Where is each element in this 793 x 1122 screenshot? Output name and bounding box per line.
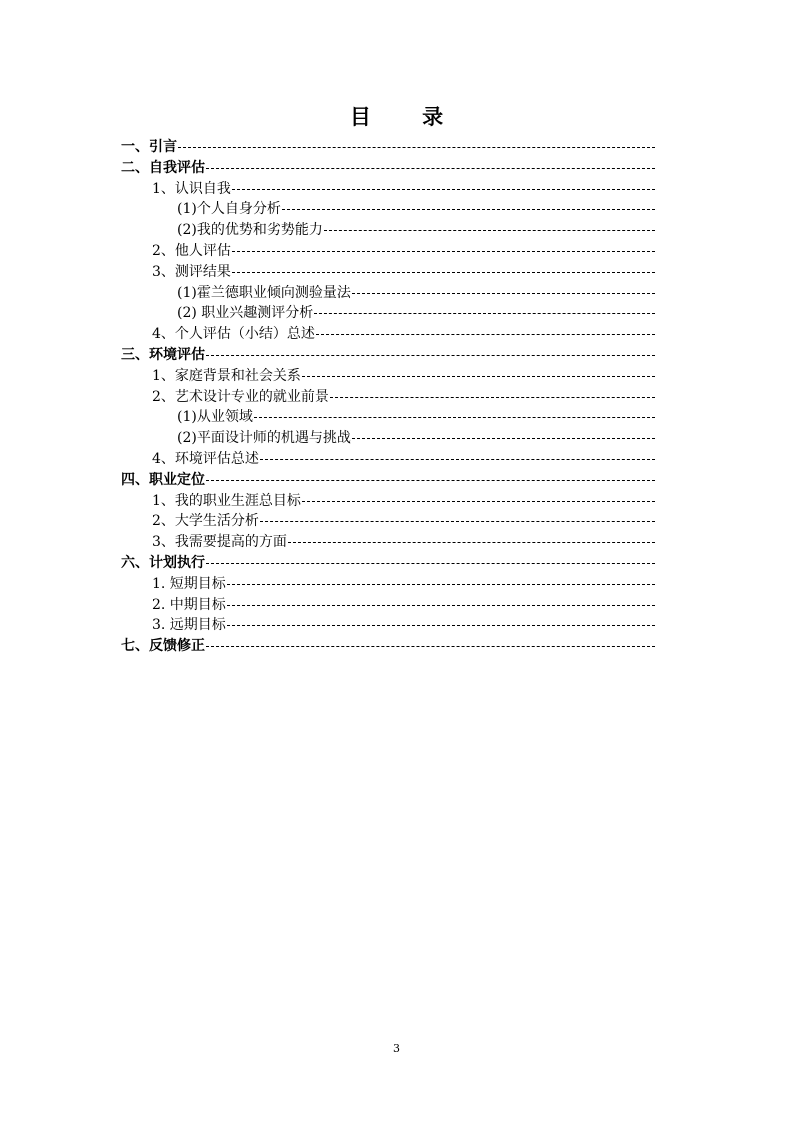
toc-entry — [152, 615, 655, 635]
toc-leader-line — [227, 625, 655, 626]
toc-entry-label: (2)我的优势和劣势能力 — [177, 222, 323, 239]
toc-leader-line — [232, 272, 655, 273]
toc-entry — [177, 303, 655, 323]
toc-entry-label: 2、他人评估 — [152, 243, 231, 259]
toc-entry — [177, 407, 655, 427]
toc-entry-label: 4、个人评估（小结）总述 — [152, 326, 315, 343]
toc-leader-line — [206, 563, 655, 564]
toc-entry — [152, 574, 655, 594]
toc-entry-label: (1)个人自身分析 — [177, 201, 281, 218]
toc-entry — [152, 595, 655, 615]
toc-entry-label: 3、我需要提高的方面 — [152, 534, 287, 551]
toc-leader-line — [324, 230, 655, 231]
toc-entry — [152, 511, 655, 531]
toc-entry — [152, 241, 655, 261]
toc-entry — [152, 324, 655, 344]
toc-leader-line — [302, 501, 655, 502]
toc-leader-line — [288, 542, 655, 543]
toc-leader-line — [352, 438, 655, 439]
toc-entry-label: (1)霍兰德职业倾向测验量法 — [177, 284, 351, 301]
toc-leader-line — [316, 334, 655, 335]
toc-leader-line — [330, 397, 655, 398]
toc-entry-label: 六、计划执行 — [121, 555, 205, 571]
toc-entry — [177, 428, 655, 448]
toc-leader-line — [232, 189, 655, 190]
toc-entry — [121, 137, 655, 157]
toc-entry-label: 1、家庭背景和社会关系 — [152, 367, 301, 384]
toc-entry — [152, 262, 655, 282]
toc-entry — [121, 636, 655, 656]
toc-leader-line — [302, 376, 655, 377]
toc-entry-label: 1. 短期目标 — [152, 575, 226, 592]
toc-leader-line — [260, 521, 655, 522]
toc-leader-line — [260, 459, 655, 460]
toc-entry — [121, 158, 655, 178]
toc-leader-line — [206, 646, 655, 647]
toc-entry-label: 3、测评结果 — [152, 263, 231, 280]
toc-entry-label: (2)平面设计师的机遇与挑战 — [177, 430, 351, 447]
toc-entry-label: (1)从业领域 — [177, 409, 253, 426]
toc-leader-line — [178, 147, 655, 148]
toc-entry — [177, 199, 655, 219]
toc-entry — [152, 449, 655, 469]
toc-entry-label: (2) 职业兴趣测评分析 — [177, 305, 314, 322]
toc-entry — [152, 366, 655, 386]
toc-entry-label: 七、反馈修正 — [121, 638, 205, 655]
toc-entry-label: 二、自我评估 — [121, 159, 205, 176]
toc-entry-label: 1、我的职业生涯总目标 — [152, 492, 301, 509]
toc-entry-label: 4、环境评估总述 — [152, 451, 259, 467]
toc-entry-label: 一、引言 — [121, 139, 177, 155]
toc-leader-line — [314, 313, 655, 314]
toc-leader-line — [254, 417, 655, 418]
toc-entry-label: 三、环境评估 — [121, 347, 205, 363]
toc-entry — [121, 470, 655, 490]
toc-leader-line — [227, 584, 655, 585]
toc-entry-label: 2、大学生活分析 — [152, 513, 259, 530]
page-number: 3 — [393, 1042, 400, 1055]
toc-entry — [152, 491, 655, 511]
toc-entry — [121, 553, 655, 573]
page-title: 目 录 — [349, 105, 466, 129]
toc-entry — [177, 283, 655, 303]
toc-entry — [152, 387, 655, 407]
toc-entry-label: 2. 中期目标 — [152, 596, 226, 613]
toc-leader-line — [206, 168, 655, 169]
toc-leader-line — [352, 293, 655, 294]
toc-entry-label: 1、认识自我 — [152, 180, 231, 197]
toc-leader-line — [206, 480, 655, 481]
toc-leader-line — [282, 209, 655, 210]
toc-entry — [152, 179, 655, 199]
toc-entry — [177, 220, 655, 240]
toc-leader-line — [206, 355, 655, 356]
toc-entry-label: 四、职业定位 — [121, 471, 205, 488]
toc-entry — [121, 345, 655, 365]
toc-leader-line — [227, 605, 655, 606]
toc-entry-label: 2、艺术设计专业的就业前景 — [152, 388, 329, 405]
toc-entry — [152, 532, 655, 552]
toc-entry-label: 3. 远期目标 — [152, 617, 226, 634]
toc-leader-line — [232, 251, 655, 252]
